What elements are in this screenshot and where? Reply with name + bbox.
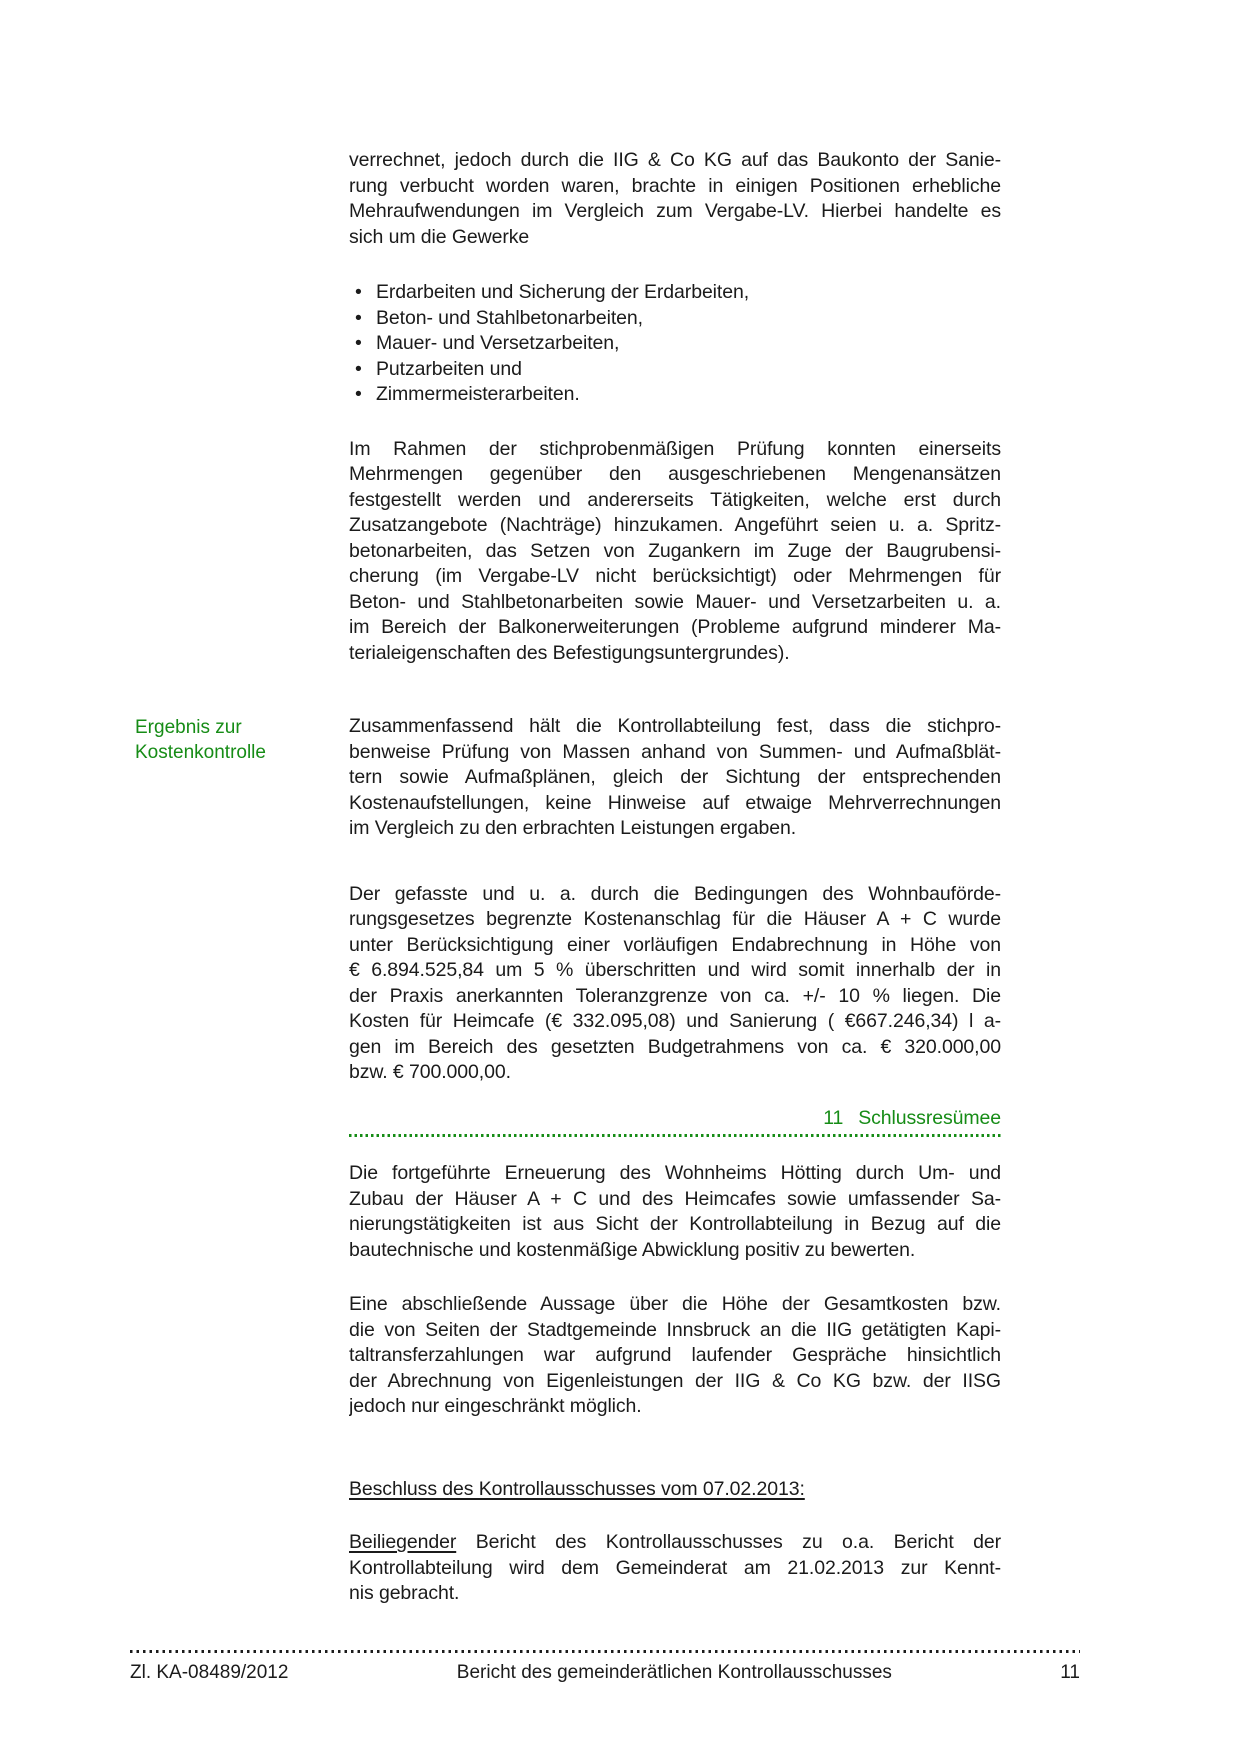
- text-line: benweise Prüfung von Massen anhand von Summen- und Aufmaßblät-: [349, 740, 1001, 763]
- text-line: Im Rahmen der stichprobenmäßigen Prüfung konnten einerseits: [349, 437, 1001, 460]
- text-line: cherung (im Vergabe-LV nicht berücksichtigt) oder Mehrmengen für: [349, 565, 1001, 587]
- text-line: Zusatzangebote (Nachträge) hinzukamen. Angeführt seien u. a. Spritz-: [349, 514, 1001, 536]
- text-line: Die fortgeführte Erneuerung des Wohnheims Hötting durch Um- und: [349, 1162, 1001, 1184]
- text-line: im Bereich der Balkonerweiterungen (Probleme aufgrund minderer Ma-: [349, 616, 1001, 638]
- decision-heading-text: Beschluss des Kontrollausschusses vom 07.02.2013:: [349, 1477, 805, 1500]
- decision-heading: [349, 1477, 1001, 1503]
- text-line: verrechnet, jedoch durch die IIG & Co KG auf das Baukonto der Sanie-: [349, 149, 1001, 171]
- bullet-marker: •: [355, 357, 362, 380]
- text-line: Mehrmengen gegenüber den ausgeschriebenen Mengenansätzen: [349, 463, 1001, 485]
- page-footer: [130, 1650, 1080, 1684]
- result-section: [135, 714, 1001, 842]
- underlined-text: Beiliegender: [349, 1531, 457, 1553]
- paragraph-gesamtkosten: [349, 1292, 1001, 1420]
- paragraph-zusammenfassung: [349, 714, 1001, 842]
- paragraph-pruefung: [349, 437, 1001, 667]
- text-line: bzw. € 700.000,00.: [349, 1061, 511, 1083]
- bullet-text: Putzarbeiten und: [376, 357, 522, 380]
- bullet-marker: •: [355, 306, 362, 329]
- bullet-text: Erdarbeiten und Sicherung der Erdarbeiten,: [376, 281, 750, 303]
- text-line: € 6.894.525,84 um 5 % überschritten und wird somit innerhalb der in: [349, 959, 1001, 981]
- text-line: Eine abschließende Aussage über die Höhe der Gesamtkosten bzw.: [349, 1293, 1001, 1315]
- text-line: im Vergleich zu den erbrachten Leistungen ergaben.: [349, 817, 797, 839]
- bullet-text: Mauer- und Versetzarbeiten,: [376, 332, 620, 354]
- text-line: der Abrechnung von Eigenleistungen der IIG & Co KG bzw. der IISG: [349, 1369, 1001, 1392]
- paragraph-beschluss: [349, 1530, 1001, 1607]
- text-line: bautechnische und kostenmäßige Abwicklung positiv zu bewerten.: [349, 1238, 916, 1261]
- text-line: jedoch nur eingeschränkt möglich.: [349, 1395, 642, 1417]
- section-number: 11: [823, 1106, 844, 1129]
- margin-note-kostenkontrolle: [135, 715, 340, 765]
- text-line: festgestellt werden und andererseits Tätigkeiten, welche erst durch: [349, 488, 1001, 511]
- bullet-list: [349, 280, 1001, 408]
- report-body: [135, 0, 1001, 1607]
- bullet-item: [349, 357, 1001, 383]
- bullet-item: [349, 331, 1001, 357]
- bullet-item: [349, 382, 1001, 408]
- text-line: Mehraufwendungen im Vergleich zum Vergabe-LV. Hierbei handelte es: [349, 200, 1001, 222]
- text-line: tern sowie Aufmaßplänen, gleich der Sichtung der entsprechenden: [349, 766, 1001, 788]
- text-line: die von Seiten der Stadtgemeinde Innsbruck an die IIG getätigten Kapi-: [349, 1318, 1001, 1341]
- text-line: terialeigenschaften des Befestigungsuntergrundes).: [349, 641, 790, 664]
- text-line: unter Berücksichtigung einer vorläufigen Endabrechnung in Höhe von: [349, 933, 1001, 956]
- section-heading-schlussresuemee: [349, 1106, 1001, 1132]
- paragraph-kostenanschlag: [349, 882, 1001, 1086]
- bullet-marker: •: [355, 281, 362, 303]
- text-line: Ergebnis zur: [135, 717, 242, 738]
- bullet-text: Beton- und Stahlbetonarbeiten,: [376, 306, 643, 329]
- footer-title: Bericht des gemeinderätlichen Kontrollausschusses: [456, 1661, 892, 1683]
- text-line: Kostenaufstellungen, keine Hinweise auf etwaige Mehrverrechnungen: [349, 791, 1001, 814]
- text-line: Kostenkontrolle: [135, 742, 266, 763]
- footer-reference: Zl. KA-08489/2012: [130, 1661, 289, 1683]
- text-line: sich um die Gewerke: [349, 225, 530, 248]
- bullet-marker: •: [355, 383, 362, 405]
- footer-divider: [130, 1650, 1080, 1653]
- text-line: betonarbeiten, das Setzen von Zugankern im Zuge der Baugrubensi-: [349, 539, 1001, 562]
- bullet-item: [349, 306, 1001, 332]
- text-line: Beton- und Stahlbetonarbeiten sowie Mauer- und Versetzarbeiten u. a.: [349, 590, 1001, 613]
- text-line: Der gefasste und u. a. durch die Bedingungen des Wohnbauförde-: [349, 882, 1001, 905]
- paragraph-intro: [349, 148, 1001, 250]
- text-line: Zusammenfassend hält die Kontrollabteilung fest, dass die stichpro-: [349, 715, 1001, 737]
- footer-page-number: 11: [1060, 1661, 1080, 1683]
- text-line: rungsgesetzes begrenzte Kostenanschlag für die Häuser A + C wurde: [349, 908, 1001, 930]
- section-divider: [349, 1134, 1001, 1137]
- bullet-item: [349, 280, 1001, 306]
- text-line: Zubau der Häuser A + C und des Heimcafes sowie umfassender Sa-: [349, 1187, 1001, 1210]
- text-line: nierungstätigkeiten ist aus Sicht der Kontrollabteilung in Bezug auf die: [349, 1213, 1001, 1235]
- text-line: der Praxis anerkannten Toleranzgrenze von ca. +/- 10 % liegen. Die: [349, 984, 1001, 1007]
- bullet-marker: •: [355, 332, 362, 354]
- paragraph-bewertung: [349, 1161, 1001, 1263]
- text-line: Kosten für Heimcafe (€ 332.095,08) und Sanierung ( €667.246,34) l a-: [349, 1010, 1001, 1032]
- text-line: gen im Bereich des gesetzten Budgetrahmens von ca. € 320.000,00: [349, 1035, 1001, 1058]
- text-line: rung verbucht worden waren, brachte in einigen Positionen erhebliche: [349, 174, 1001, 197]
- section-title: Schlussresümee: [858, 1106, 1001, 1129]
- bullet-text: Zimmermeisterarbeiten.: [376, 383, 580, 405]
- text-line: nis gebracht.: [349, 1582, 460, 1604]
- text-line: Kontrollabteilung wird dem Gemeinderat am 21.02.2013 zur Kennt-: [349, 1556, 1001, 1579]
- text-line: Beiliegender Bericht des Kontrollausschusses zu o.a. Bericht der: [349, 1531, 1001, 1553]
- text-line: taltransferzahlungen war aufgrund laufender Gespräche hinsichtlich: [349, 1344, 1001, 1366]
